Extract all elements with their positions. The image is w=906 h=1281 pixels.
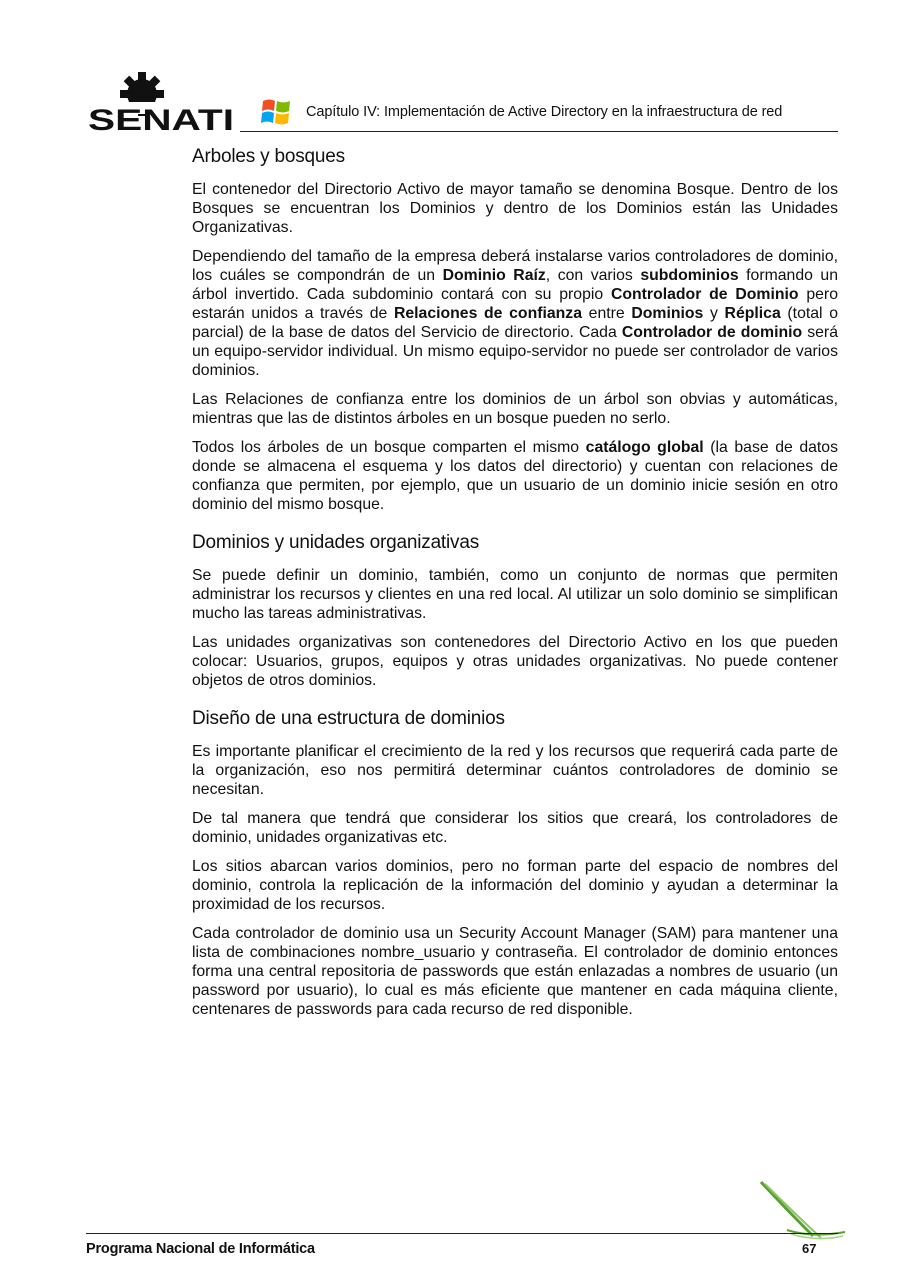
text-run: (total o parcial) de la base de datos del Servicio de directorio. Cada xyxy=(192,305,838,341)
text-run: Cada controlador de dominio usa un Security Account Manager (SAM) para mantener una lista de combinaciones nombre_usuario y contraseña. El controlador de dominio entonces forma una central repositoria de passwords que están enlazadas a nombres de usuario (un password por usuario), lo cual es más eficiente que mantener en cada máquina cliente, centenares de passwords para cada recurso de red disponible. xyxy=(192,925,838,1018)
chapter-title: Capítulo IV: Implementación de Active Directory en la infraestructura de red xyxy=(306,104,783,120)
bold-term: Relaciones de confianza xyxy=(393,305,582,322)
bold-term: subdominios xyxy=(640,267,739,284)
document-body xyxy=(192,146,838,1037)
text-run: El contenedor del Directorio Activo de mayor tamaño se denomina Bosque. Dentro de los Bosques se encuentran los Dominios y dentro de los Dominios están las Unidades Organizativas. xyxy=(192,181,838,236)
text-run: pero estarán unidos a través de xyxy=(192,286,838,322)
paragraph xyxy=(192,633,838,690)
paragraph xyxy=(192,390,838,428)
paragraph xyxy=(192,857,838,914)
section-heading: Arboles y bosques xyxy=(192,146,345,167)
text-run: Los sitios abarcan varios dominios, pero no forman parte del espacio de nombres del dominio, controla la replicación de la información del dominio y ayudan a determinar la proximidad de los recursos. xyxy=(192,858,838,913)
paragraph xyxy=(192,566,838,623)
section xyxy=(192,532,838,690)
windows-flag-red xyxy=(262,100,275,112)
windows-flag-yellow xyxy=(275,113,289,125)
paragraph xyxy=(192,247,838,380)
paragraph xyxy=(192,438,838,514)
bold-term: Controlador de dominio xyxy=(621,324,803,341)
windows-flag-blue xyxy=(261,112,274,124)
paragraph xyxy=(192,924,838,1019)
text-run: Se puede definir un dominio, también, como un conjunto de normas que permiten administrar los recursos y clientes en una red local. Al utilizar un solo dominio se simplifican mucho las tareas administrativas. xyxy=(192,567,838,622)
text-run: De tal manera que tendrá que considerar los sitios que creará, los controladores de dominio, unidades organizativas etc. xyxy=(192,810,838,846)
paragraph xyxy=(192,742,838,799)
bold-term: Dominio Raíz xyxy=(442,267,546,284)
senati-logo xyxy=(86,72,236,134)
bold-term: Réplica xyxy=(724,305,781,322)
windows-flag-icon xyxy=(259,97,295,127)
text-run: Dependiendo del tamaño de la empresa deberá instalarse varios controladores de dominio, los cuáles se compondrán de un xyxy=(192,248,838,284)
bold-term: Controlador de Dominio xyxy=(610,286,799,303)
text-run: Es importante planificar el crecimiento de la red y los recursos que requerirá cada parte de la organización, eso nos permitirá determinar cuántos controladores de dominio se necesitan. xyxy=(192,743,838,798)
windows-flag-green xyxy=(276,101,290,113)
section-heading: Diseño de una estructura de dominios xyxy=(192,708,505,729)
text-run: y xyxy=(703,305,725,322)
page-number: 67 xyxy=(802,1241,817,1256)
text-run: (la base de datos donde se almacena el esquema y los datos del directorio) y cuentan con relaciones de confianza que permiten, por ejemplo, que un usuario de un dominio inicie sesión en otro dominio del mismo bosque. xyxy=(192,439,838,513)
section-heading: Dominios y unidades organizativas xyxy=(192,532,480,553)
text-run: será un equipo-servidor individual. Un mismo equipo-servidor no puede ser controlador de varios dominios. xyxy=(192,324,838,379)
bold-term: Dominios xyxy=(631,305,704,322)
footer-divider xyxy=(86,1233,838,1234)
header-divider xyxy=(240,131,838,132)
paragraph xyxy=(192,180,838,237)
text-run: entre xyxy=(582,305,632,322)
logo-text: SENATI xyxy=(88,104,234,134)
text-run: Las unidades organizativas son contenedores del Directorio Activo en los que pueden colocar: Usuarios, grupos, equipos y otras unidades organizativas. No puede contener objetos de otros dominios. xyxy=(192,634,838,689)
text-run: formando un árbol invertido. Cada subdominio contará con su propio xyxy=(192,267,838,303)
section xyxy=(192,146,838,514)
section xyxy=(192,708,838,1019)
text-run: , con varios xyxy=(545,267,641,284)
text-run: Todos los árboles de un bosque comparten el mismo xyxy=(192,439,586,456)
bold-term: catálogo global xyxy=(585,439,704,456)
footer-program-name: Programa Nacional de Informática xyxy=(86,1241,315,1257)
paragraph xyxy=(192,809,838,847)
text-run: Las Relaciones de confianza entre los dominios de un árbol son obvias y automáticas, mientras que las de distintos árboles en un bosque pueden no serlo. xyxy=(192,391,838,427)
